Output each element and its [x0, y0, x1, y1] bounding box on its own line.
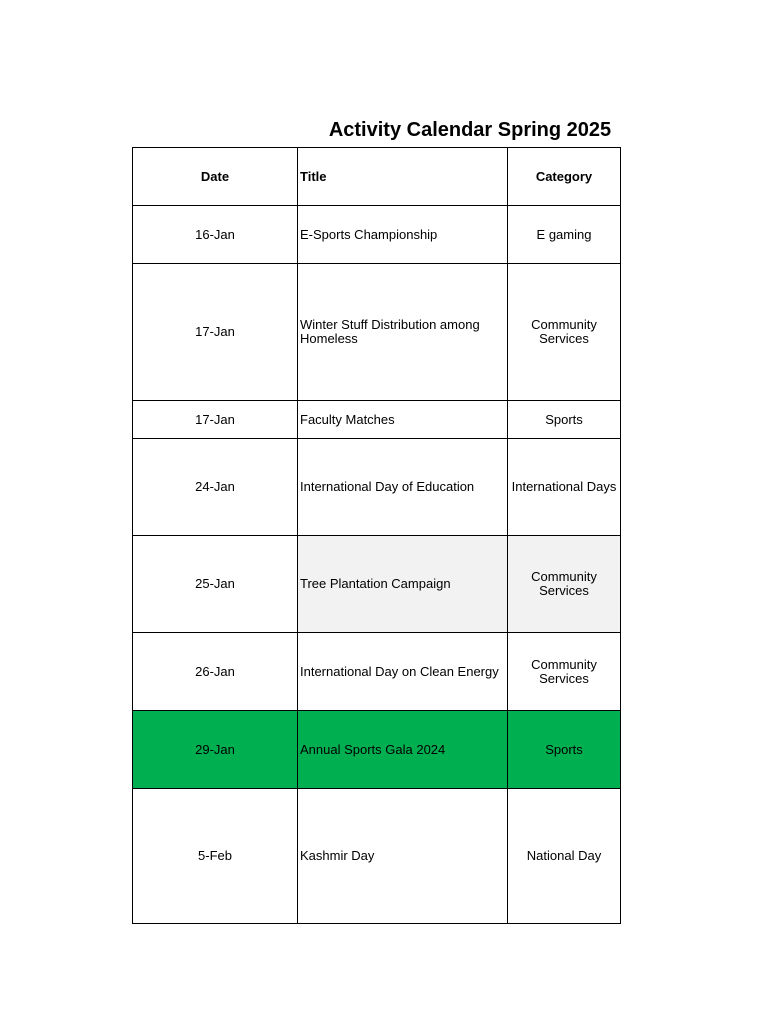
- cell-date: 24-Jan: [133, 439, 298, 536]
- cell-category: Sports: [508, 401, 621, 439]
- cell-category: Sports: [508, 711, 621, 789]
- table-header-row: [133, 148, 621, 206]
- cell-date: 29-Jan: [133, 711, 298, 789]
- header-date: Date: [133, 148, 298, 206]
- table-row: [133, 401, 621, 439]
- cell-category: Community Services: [508, 633, 621, 711]
- cell-category: International Days: [508, 439, 621, 536]
- cell-date: 26-Jan: [133, 633, 298, 711]
- page-title: Activity Calendar Spring 2025: [328, 119, 612, 141]
- cell-date: 25-Jan: [133, 536, 298, 633]
- cell-title: International Day on Clean Energy: [298, 633, 508, 711]
- cell-title: Kashmir Day: [298, 789, 508, 924]
- cell-category: E gaming: [508, 206, 621, 264]
- cell-date: 17-Jan: [133, 401, 298, 439]
- table-row: [133, 789, 621, 924]
- table-row: [133, 633, 621, 711]
- cell-date: 17-Jan: [133, 264, 298, 401]
- cell-title: Tree Plantation Campaign: [298, 536, 508, 633]
- table-row: [133, 536, 621, 633]
- cell-title: International Day of Education: [298, 439, 508, 536]
- header-category: Category: [508, 148, 621, 206]
- cell-title: Winter Stuff Distribution among Homeless: [298, 264, 508, 401]
- table-row: [133, 264, 621, 401]
- cell-category: Community Services: [508, 536, 621, 633]
- table-row: [133, 439, 621, 536]
- cell-category: Community Services: [508, 264, 621, 401]
- table-row: [133, 206, 621, 264]
- cell-title: E-Sports Championship: [298, 206, 508, 264]
- activity-table: [132, 147, 621, 924]
- table-row-highlighted: [133, 711, 621, 789]
- cell-date: 5-Feb: [133, 789, 298, 924]
- cell-title: Annual Sports Gala 2024: [298, 711, 508, 789]
- header-title: Title: [298, 148, 508, 206]
- cell-category: National Day: [508, 789, 621, 924]
- cell-date: 16-Jan: [133, 206, 298, 264]
- cell-title: Faculty Matches: [298, 401, 508, 439]
